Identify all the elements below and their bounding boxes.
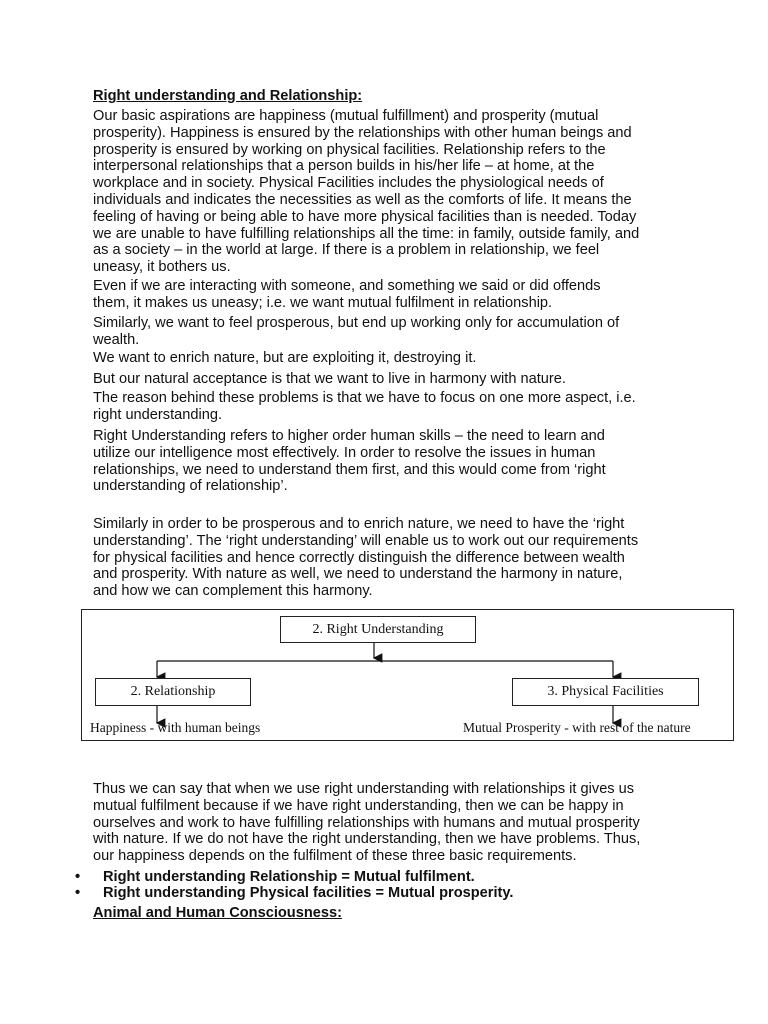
paragraph-line: mutual fulfilment because if we have right understanding, then we can be happy in [93,797,624,814]
bullet-icon: • [75,869,81,885]
paragraph-line: Thus we can say that when we use right understanding with relationships it gives us [93,781,635,797]
bullet-icon: • [75,885,81,902]
paragraph-line: Our basic aspirations are happiness (mutual fulfillment) and prosperity (mutual [93,108,599,124]
box-right-understanding: 2. Right Understanding [280,616,476,643]
section-heading-right-understanding: Right understanding and Relationship: [93,88,363,104]
box-physical-facilities: 3. Physical Facilities [512,678,699,706]
paragraph-line: Similarly, we want to feel prosperous, but end up working only for accumulation of [93,315,620,331]
bullet-item [75,869,513,885]
paragraph [93,108,713,276]
paragraph-line: right understanding. [93,406,222,423]
paragraph [93,371,713,388]
paragraph-line: Even if we are interacting with someone, and something we said or did offends [93,278,601,294]
paragraph-line: feeling of having or being able to have more physical facilities than is needed. Today [93,208,637,225]
paragraph-line: we are unable to have fulfilling relationships all the time: in family, outside family, and [93,225,640,242]
paragraph-line: prosperity is ensured by working on physical facilities. Relationship refers to the [93,141,606,158]
paragraph-line: Right Understanding refers to higher order human skills – the need to learn and [93,428,605,444]
paragraph-line: them, it makes us uneasy; i.e. we want mutual fulfilment in relationship. [93,294,553,311]
paragraph-line: ourselves and work to have fulfilling relationships with humans and mutual prosperity [93,814,640,831]
paragraph-line: workplace and in society. Physical Facilities includes the physiological needs of [93,175,604,192]
bullet-list [75,869,513,902]
paragraph-line: prosperity). Happiness is ensured by the relationships with other human beings and [93,124,632,141]
caption-mutual-prosperity: Mutual Prosperity - with rest of the nature [463,720,691,735]
paragraph [93,390,713,424]
section-heading-consciousness: Animal and Human Consciousness: [93,905,342,921]
paragraph-line: relationships, we need to understand them first, and this would come from ‘right [93,461,606,478]
paragraph [93,428,713,495]
paragraph-line: and how we can complement this harmony. [93,583,373,600]
paragraph-line: utilize our intelligence most effectively. In order to resolve the issues in human [93,444,596,461]
paragraph [93,350,713,367]
paragraph-line: wealth. [93,331,140,348]
paragraph-line: Similarly in order to be prosperous and to enrich nature, we need to have the ‘right [93,516,625,532]
box-relationship: 2. Relationship [95,678,251,706]
right-understanding-diagram [81,609,734,741]
bullet-item [75,885,513,901]
paragraph-line: interpersonal relationships that a person builds in his/her life – at home, at the [93,158,595,175]
paragraph-line: uneasy, it bothers us. [93,259,231,276]
paragraph [93,315,713,349]
paragraph-line: with nature. If we do not have the right understanding, then we have problems. Thus, [93,831,641,848]
paragraph-line: But our natural acceptance is that we want to live in harmony with nature. [93,371,566,387]
paragraph-line: We want to enrich nature, but are exploiting it, destroying it. [93,350,477,366]
paragraph [93,278,713,312]
paragraph-line: individuals and indicates the necessities as well as the comforts of life. It means the [93,191,632,208]
paragraph-line: our happiness depends on the fulfilment of these three basic requirements. [93,848,577,865]
paragraph-line: as a society – in the world at large. If there is a problem in relationship, we feel [93,242,600,259]
paragraph-line: The reason behind these problems is that we have to focus on one more aspect, i.e. [93,390,636,406]
paragraph-line: and prosperity. With nature as well, we need to understand the harmony in nature, [93,566,623,583]
paragraph-line: understanding of relationship’. [93,478,288,495]
paragraph [93,781,713,865]
paragraph-line: understanding’. The ‘right understanding’ will enable us to work out our requirements [93,532,639,549]
bullet-text: Right understanding Relationship = Mutual fulfilment. [103,869,475,885]
paragraph [93,516,713,600]
caption-happiness: Happiness - with human beings [90,720,261,735]
paragraph-line: for physical facilities and hence correctly distinguish the difference between wealth [93,549,625,566]
bullet-text: Right understanding Physical facilities = Mutual prosperity. [103,885,514,902]
